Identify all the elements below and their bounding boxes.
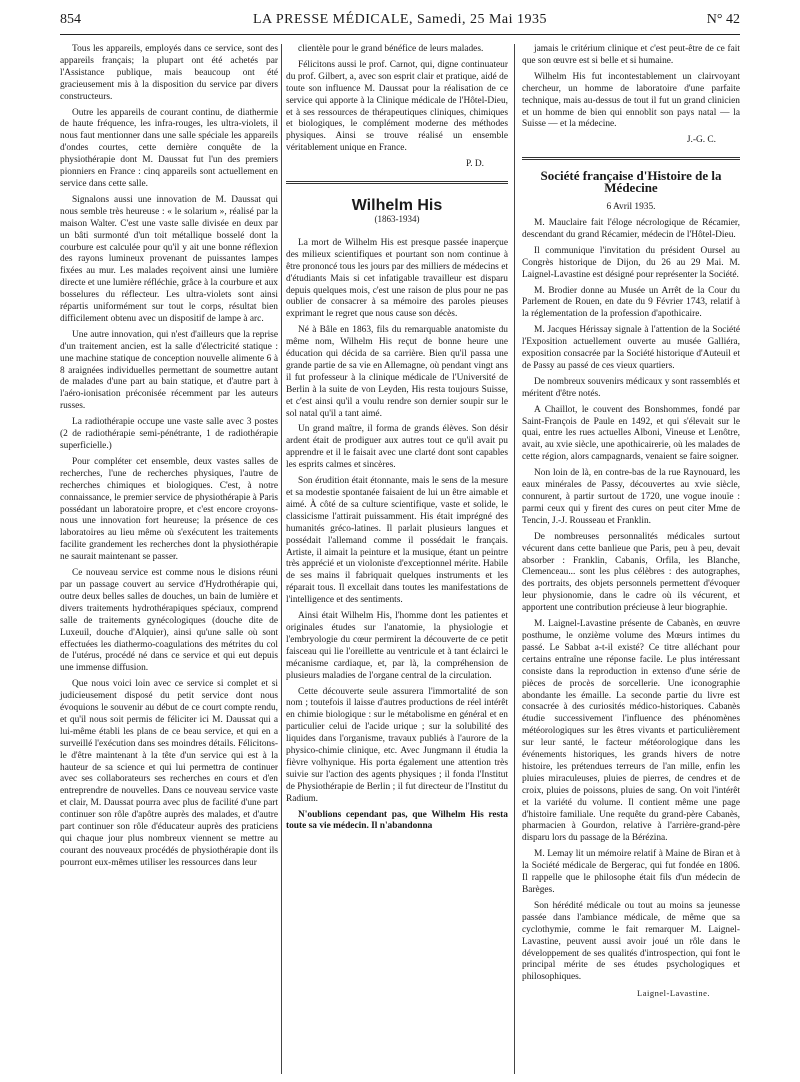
paragraph: De nombreux souvenirs médicaux y sont rassemblés et méritent d'être notés.: [522, 376, 740, 399]
paragraph: M. Laignel-Lavastine présente de Cabanès, en œuvre posthume, le onzième volume des Mœurs intimes du passé. Le Sabbat a-t-il existé? Ce titre alléchant pour certains entraîne une réponse facile. Le plus intéressant consiste dans la reproduction in extenso d'une série de pièces de procès de sorcellerie. Une iconographie abondante les émaille. La seconde partie du livre est consacrée à des curiosités médico-historiques. Cabanès étudie successivement l'influence des phénomènes météorologiques sur les êtres vivants et particulièrement sur leur santé, le facteur météorologique dans les événements historiques, les grands hivers de notre histoire, les prétendues terreurs de l'an mille, enfin les pluies miraculeuses, pluies de pierres, de cendres et de croix, pluies de poissons, pluies de sang. On voit l'intérêt et la variété du volume. Il contient même une page d'histoire familiale. Une requête du grand-père Cabanès, pharmacien à Gourdon, relative à l'arrière-grand-père disparu lors du passage de la Bérézina.: [522, 619, 740, 844]
paragraph: Pour compléter cet ensemble, deux vastes salles de recherches, l'une de recherches physiques, l'autre de recherches chimiques et biologiques. C'est, à notre connaissance, le premier service de physiothérapie à Paris possédant un laboratoire propre, et c'est encore croyons-nous une innovation fort heureuse; la présence de ces laboratoires au lieu même où s'exécutent les traitements facilite grandement les recherches dont la physiothérapie ne saurait maintenant se passer.: [60, 456, 278, 563]
article-dates: (1863-1934): [374, 213, 420, 224]
page-header: [60, 12, 740, 34]
paragraph: M. Lemay lit un mémoire relatif à Maine de Biran et à la Société médicale de Bergerac, qui fut fondée en 1806. Il rappelle que le philosophe était fils d'un médecin de Barèges.: [522, 849, 740, 895]
paragraph: La mort de Wilhelm His est presque passée inaperçue des milieux scientifiques et pourtant son nom continue à être prononcé tous les jours par des milliers de médecins et d'étudiants Mais si cet infatigable travailleur est disparu depuis quelques mois, c'est une raison de plus pour ne pas oublier de consacrer à sa mémoire des paroles pieuses exprimant le regret que nous cause son décès.: [286, 237, 508, 320]
paragraph: Wilhelm His fut incontestablement un clairvoyant chercheur, un homme de laboratoire d'une parfaite technique, mais au-dessus de tout il fut un grand clinicien et un homme de bien qui ennoblit son pays natal — la Suisse — et la médecine.: [522, 71, 740, 130]
article-title: Wilhelm His: [351, 197, 443, 215]
column-2: [286, 44, 508, 837]
paragraph: Une autre innovation, qui n'est d'ailleurs que la reprise d'un traitement ancien, est la salle d'électricité statique : une machine statique de conception nouvelle alimente 6 à 8 araignées individuelles permettant de soumettre autant de malades d'une part au bain statique, et d'autre part à l'aéro-ionisation préconisée récemment par les auteurs russes.: [60, 329, 278, 412]
paragraph: Son érudition était étonnante, mais le sens de la mesure et sa modestie spontanée faisaient de lui un être aimable et aimé. À côté de sa culture scientifique, vaste et solide, le classicisme l'attirait puissamment. His était imprégné des humanités gréco-latines. Il parlait plusieurs langues et possédait l'allemand comme il possédait le français. Artiste, il aimait la peinture et la musique, étant un peintre très apprécié et un violoniste d'exceptionnel mérite. Habile de ses mains il fabriquait quelques instruments et les réparait tous. Il excellait dans toutes les manifestations de l'intelligence et des sentiments.: [286, 476, 508, 606]
header-rule: [60, 34, 740, 35]
paragraph: Il communique l'invitation du président Oursel au Congrès historique de Dijon, du 26 au 29 Mai. M. Laignel-Lavastine est désigné pour représenter la Société.: [522, 245, 740, 280]
paragraph: La radiothérapie occupe une vaste salle avec 3 postes (2 de radiothérapie semi-pénétrante, 1 de radiothérapie superficielle.): [60, 417, 278, 451]
page-number: 854: [60, 12, 81, 27]
paragraph: Outre les appareils de courant continu, de diathermie de haute fréquence, les infra-rouges, les ultra-violets, il nous faut mentionner dans une salle spéciale les appareils d'ondes courtes, cette dernière conquête de la physiothérapie dont M. Daussat fut l'un des premiers pionniers en France : cinq appareils sont actuellement en service dans cette salle.: [60, 107, 278, 189]
column-3: [522, 44, 740, 1000]
paragraph: M. Mauclaire fait l'éloge nécrologique de Récamier, descendant du grand Récamier, médecin de l'Hôtel-Dieu.: [522, 217, 740, 240]
section-title: Société française d'Histoire de la Médecine: [540, 168, 722, 196]
issue-number: N° 42: [706, 12, 740, 27]
paragraph: Que nous voici loin avec ce service si complet et si judicieusement disposé du petit service dont nous évoquions le souvenir au début de ce court compte rendu, et qu'il nous soit permis de féliciter ici M. Daussat qui a lui-même établi les plans de ce beau service, et qui en a surveillé l'exécution dans ses moindres détails. Félicitons-le d'être maintenant à la tête d'un service qui est à la hauteur de sa science et qui lui permettra de continuer avec ses collaborateurs ses recherches en cours et d'en entreprendre de nouvelles. Dans ce nouveau service vaste et clair, M. Daussat pourra avec plus de facilité d'une part continuer son rôle d'apôtre auprès des malades, et d'autre part continuer son rôle d'éducateur auprès des praticiens qui chaque jour plus nombreux viennent se mettre au courant des nouveaux procédés de physiothérapie dont ils pourront eux-mêmes utiliser les ressources dans leur: [60, 679, 278, 868]
author-signoff: Laignel-Lavastine.: [637, 988, 710, 999]
paragraph: Né à Bâle en 1863, fils du remarquable anatomiste du même nom, Wilhelm His reçut de bonne heure une éducation qui décida de sa carrière. Bien qu'il passa une grande partie de sa vie en Allemagne, où pendant vingt ans il fut professeur à la clinique médicale de l'Université de Berlin à la suite de von Leyden, His resta toujours Suisse, et c'est ainsi qu'il a voulu rendre son dernier soupir sur le sol natal qu'il a tant aimé.: [286, 325, 508, 419]
section-divider: [286, 181, 508, 184]
paragraph: Ainsi était Wilhelm His, l'homme dont les patientes et originales études sur l'anatomie, la physiologie et l'embryologie du cœur permirent la découverte de ce petit faisceau qui lie l'oreillette au ventricule et à tant éclairci le mécanisme cardiaque, et, par là, la compréhension de plusieurs maladies de l'organe central de la circulation.: [286, 611, 508, 681]
paragraph: Félicitons aussi le prof. Carnot, qui, digne continuateur du prof. Gilbert, a, avec son esprit clair et pratique, aidé de toute son influence M. Daussat pour la réalisation de ce service qui apporte à la Clinique médicale de l'Hôtel-Dieu, et à ses ressources de thérapeutiques cliniques, chimiques et biologiques, le complément moderne des méthodes physiques. Ainsi se trouve réalisé un ensemble véritablement unique en France.: [286, 59, 508, 154]
paragraph: Tous les appareils, employés dans ce service, sont des appareils français; la plupart ont été achetés par l'Assistance publique, mais beaucoup ont été gracieusement mis à la disposition du service par divers constructeurs.: [60, 44, 278, 102]
paragraph: M. Jacques Hérissay signale à l'attention de la Société l'Exposition actuellement ouverte au musée Galliéra, exposition consacrée par la Société historique d'Auteuil et de Passy au passé de ces vieux quartiers.: [522, 325, 740, 371]
paragraph: N'oublions cependant pas, que Wilhelm His resta toute sa vie médecin. Il n'abandonna: [286, 809, 508, 832]
author-signature: J.-G. C.: [686, 135, 716, 146]
journal-title: LA PRESSE MÉDICALE, Samedi, 25 Mai 1935: [252, 12, 548, 27]
session-date: 6 Avril 1935.: [606, 202, 656, 213]
paragraph: Ce nouveau service est comme nous le disions réuni par un passage couvert au service d'Hydrothérapie qui, outre deux belles salles de douches, un bain de lumière et divers traitements hydrothérapiques spéciaux, comprend salle de traitements gynécologiques (douche dite de Luxeuil, douche d'Alquier), ainsi qu'une salle où sont effectuées les diathermo-coagulations des métrites du col de l'utérus, procédé né dans ce service et qui eut depuis une immense diffusion.: [60, 568, 278, 674]
paragraph: Cette découverte seule assurera l'immortalité de son nom ; toutefois il laisse d'autres productions de réel intérêt en chimie biologique : sur le métabolisme en général et en particulier celui de l'acide urique ; sur la solubilité des liquides dans l'organisme, travaux publiés à l'aurore de la physico-chimie clinique, etc. Avec Jungmann il étudia la fièvre volhynique. His porta également une attention très suivie sur l'action des agents physiques ; il fonda l'Institut de Physiothérapie de Berlin ; il fut directeur de l'Institut du Radium.: [286, 686, 508, 804]
paragraph: Son hérédité médicale ou tout au moins sa jeunesse passée dans l'ambiance médicale, de même que sa cyclothymie, comme le fait remarquer M. Laignel-Lavastine, peuvent aussi avoir joué un rôle dans le développement de ses qualités d'introspection, qui font le principal mérite de ses études psychologiques et philosophiques.: [522, 900, 740, 983]
section-divider: [522, 157, 740, 160]
author-signature: P. D.: [466, 159, 484, 170]
paragraph: Non loin de là, en contre-bas de la rue Raynouard, les eaux minérales de Passy, découvertes au xvie siècle, connurent, à partir surtout de 1720, une vogue inouïe : parmi ceux qui y firent des cures on peut citer Mme de Tencin, J.-J. Rousseau et Franklin.: [522, 468, 740, 526]
paragraph: Un grand maître, il forma de grands élèves. Son désir ardent était de prodiguer aux autres tout ce qu'il avait pu apprendre et il le faisait avec une clarté dont sont capables les esprits calmes et sincères.: [286, 424, 508, 471]
column-1: [60, 44, 278, 874]
paragraph: De nombreuses personnalités médicales surtout vécurent dans cette banlieue que Paris, peu à peu, devait absorber : Franklin, Cabanis, Orfila, les Blanche, Clemenceau... sont les plus célèbres : des autographes, des portraits, des objets personnels permettent d'évoquer leur physionomie, dans le cadre où ils vécurent, et apportent une contribution précieuse à leur biographie.: [522, 531, 740, 614]
paragraph: A Chaillot, le couvent des Bonshommes, fondé par Saint-François de Paule en 1492, et qui s'élevait sur le quai, entre les rues actuelles Alboni, Vineuse et Lenôtre, avait, au xvie siècle, une apothicairerie, où les malades de cette région, alors campagnards, venaient se faire soigner.: [522, 404, 740, 463]
column-divider: [514, 44, 515, 1074]
paragraph: M. Brodier donne au Musée un Arrêt de la Cour du Parlement de Rouen, en date du 9 Février 1743, relatif à la réglementation de la profession d'apothicaire.: [522, 285, 740, 320]
column-divider: [281, 44, 282, 1074]
paragraph: jamais le critérium clinique et c'est peut-être de ce fait que son œuvre est si belle et si humaine.: [522, 44, 740, 66]
paragraph: clientèle pour le grand bénéfice de leurs malades.: [298, 44, 484, 54]
paragraph: Signalons aussi une innovation de M. Daussat qui nous semble très heureuse : « le solarium », réalisé par la maison Walter. C'est une vaste salle divisée en deux par un bâti surmonté d'un toit métallique bosselé dont la courbure est calculée pour qu'il y ait une bonne réflexion des rayons lumineux provenant de puissantes lampes fixées au mur. Les malades reçoivent ainsi une lumière directe et une lumière réfléchie, grâce à la courbure et aux bosselures du réflecteur. Les ultra-violets sont ainsi répartis uniformément sur tout le corps, résultat bien difficilement obtenu avec un dispositif de lampe à arc.: [60, 194, 278, 324]
